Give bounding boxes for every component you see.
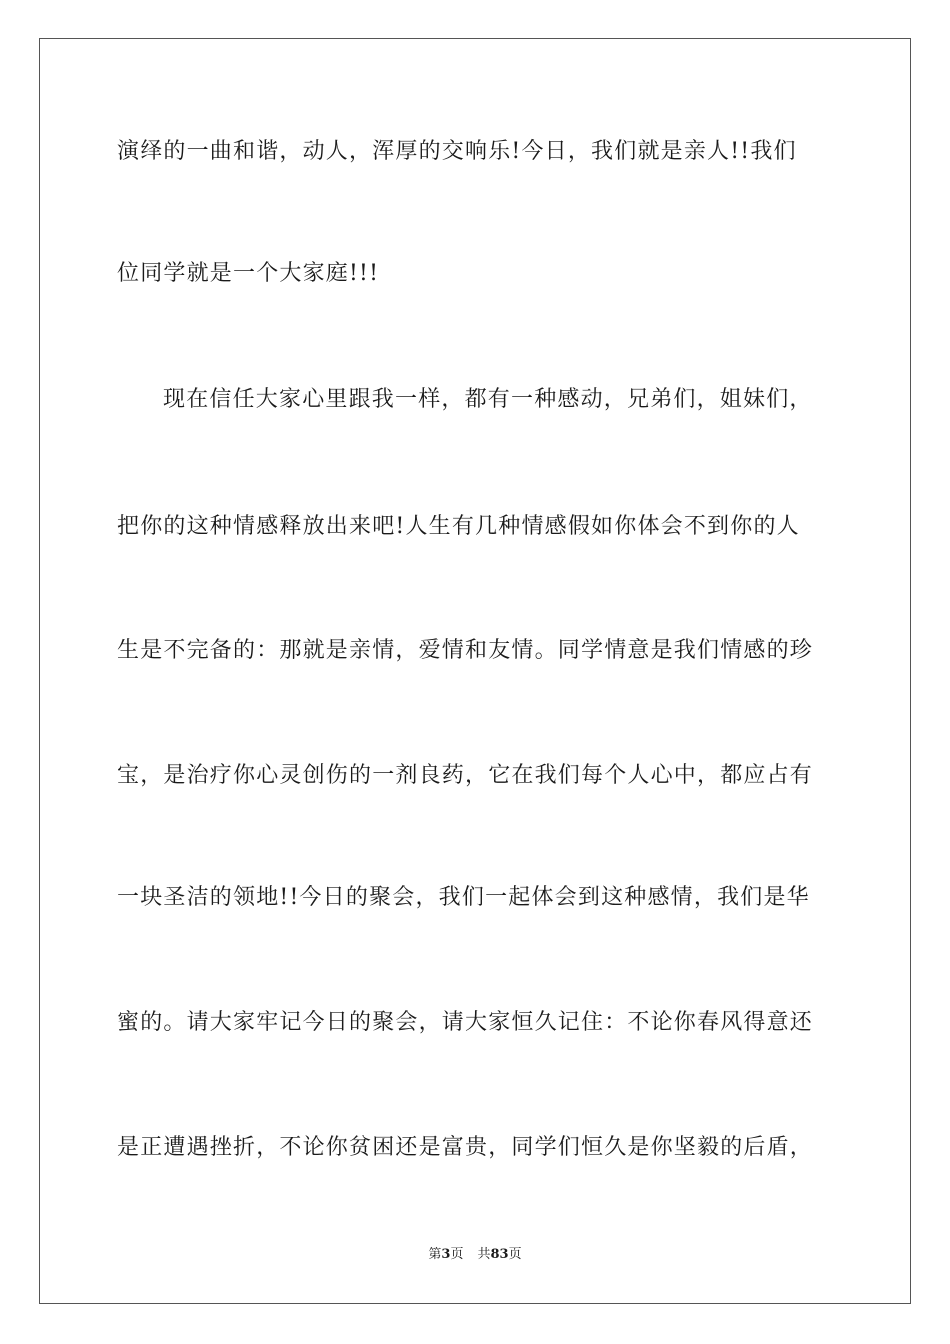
- footer-page-prefix: 第: [428, 1247, 442, 1262]
- footer-total-suffix: 页: [508, 1247, 522, 1262]
- footer-page-number: 3: [441, 1247, 451, 1262]
- text-line-1: 演绎的一曲和谐，动人，浑厚的交响乐!今日，我们就是亲人!!我们: [117, 139, 797, 164]
- footer-total-pages: 83: [490, 1247, 509, 1262]
- footer-page-suffix: 页: [450, 1247, 464, 1262]
- page-footer: [0, 1246, 950, 1264]
- footer-total-prefix: 共: [477, 1247, 491, 1262]
- text-line-4: 把你的这种情感释放出来吧!人生有几种情感假如你体会不到你的人: [117, 514, 800, 539]
- text-line-6: 宝，是治疗你心灵创伤的一剂良药，它在我们每个人心中，都应占有: [117, 763, 814, 788]
- text-line-3-paragraph-start: 现在信任大家心里跟我一样，都有一种感动，兄弟们，姐妹们，: [163, 387, 813, 412]
- text-line-2: 位同学就是一个大家庭!!!: [117, 261, 380, 286]
- text-line-8: 蜜的。请大家牢记今日的聚会，请大家恒久记住：不论你春风得意还: [117, 1010, 814, 1035]
- page-frame: [39, 38, 911, 1304]
- text-line-9: 是正遭遇挫折，不论你贫困还是富贵，同学们恒久是你坚毅的后盾，: [117, 1135, 814, 1160]
- text-line-5: 生是不完备的：那就是亲情，爱情和友情。同学情意是我们情感的珍: [117, 638, 814, 663]
- text-line-7: 一块圣洁的领地!!今日的聚会，我们一起体会到这种感情，我们是华: [117, 885, 810, 910]
